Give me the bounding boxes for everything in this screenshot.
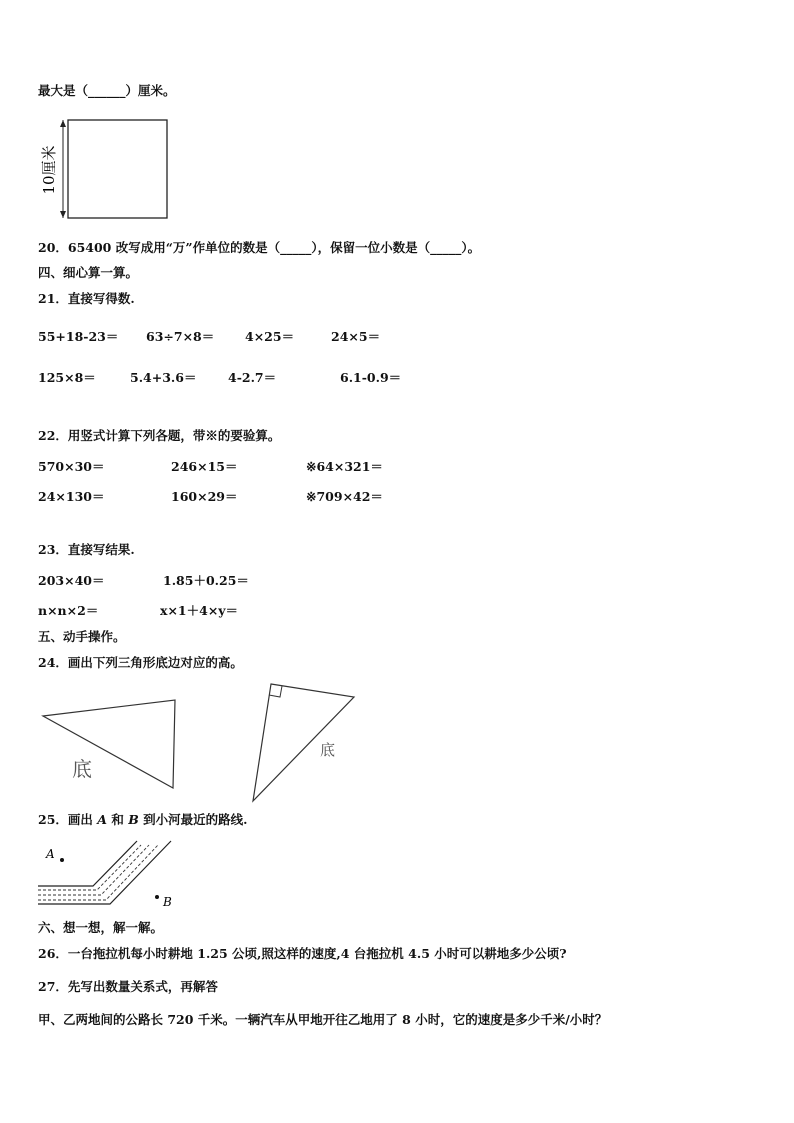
square-side-label: 10厘米 (40, 145, 58, 195)
section-6-title: 六、想一想，解一解。 (38, 920, 164, 935)
q22-title: 22．用竖式计算下列各题，带※的要验算。 (38, 428, 281, 443)
q23-item: n×n×2＝ (38, 603, 99, 618)
q23-title: 23．直接写结果. (38, 542, 135, 557)
q26: 26．一台拖拉机每小时耕地 1.25 公顷,照这样的速度,4 台拖拉机 4.5 小时可以耕地多少公顷? (38, 946, 567, 961)
q21-item: 5.4+3.6＝ (130, 370, 197, 385)
q21-item: 125×8＝ (38, 370, 96, 385)
q25-and: 和 (111, 812, 124, 827)
triangle-1-base-label: 底 (72, 757, 92, 781)
square-figure (36, 112, 176, 224)
triangle-2 (253, 684, 354, 801)
q23-item: 203×40＝ (38, 573, 105, 588)
triangle-figure-1 (40, 696, 185, 796)
point-a-ref: A (97, 812, 107, 827)
q25-title-post: 到小河最近的路线. (143, 812, 248, 827)
q21-item: 6.1-0.9＝ (340, 370, 402, 385)
river-bank-inner (38, 841, 171, 904)
point-b-label: B (163, 895, 172, 909)
q21-item: 63÷7×8＝ (146, 329, 215, 344)
q27-body: 甲、乙两地间的公路长 720 千米。一辆汽车从甲地开往乙地用了 8 小时，它的速度是多少千米/小时？ (38, 1012, 608, 1027)
q22-item: 246×15＝ (171, 459, 238, 474)
q22-item: 160×29＝ (171, 489, 238, 504)
q22-item: ※709×42＝ (306, 489, 383, 504)
triangle-1 (43, 700, 175, 788)
q22-item: 24×130＝ (38, 489, 105, 504)
q23-item: 1.85＋0.25＝ (163, 573, 249, 588)
point-b-ref: B (128, 812, 139, 827)
q25-title (38, 812, 248, 828)
q21-item: 55+18-23＝ (38, 329, 119, 344)
q21-item: 4×25＝ (245, 329, 295, 344)
q27-title: 27．先写出数量关系式，再解答 (38, 979, 218, 994)
triangle-2-base-label: 底 (320, 741, 336, 759)
q22-item: ※64×321＝ (306, 459, 383, 474)
point-a (60, 858, 64, 862)
section-5-title: 五、动手操作。 (38, 629, 126, 644)
river-figure (36, 838, 186, 914)
q21-item: 4-2.7＝ (228, 370, 277, 385)
point-a-label: A (46, 847, 55, 861)
q22-item: 570×30＝ (38, 459, 105, 474)
q23-item: x×1＋4×y＝ (160, 603, 239, 618)
q20: 20．65400 改写成用“万”作单位的数是（_____），保留一位小数是（_____）。 (38, 240, 481, 255)
point-b (155, 895, 159, 899)
q19-tail: 最大是（______）厘米。 (38, 83, 176, 98)
triangle-figure-2 (250, 680, 360, 805)
q25-title-pre: 25．画出 (38, 812, 93, 827)
q24-title: 24．画出下列三角形底边对应的高。 (38, 655, 243, 670)
q21-title: 21．直接写得数. (38, 291, 135, 306)
square (68, 120, 167, 218)
section-4-title: 四、细心算一算。 (38, 265, 139, 280)
q21-item: 24×5＝ (331, 329, 381, 344)
